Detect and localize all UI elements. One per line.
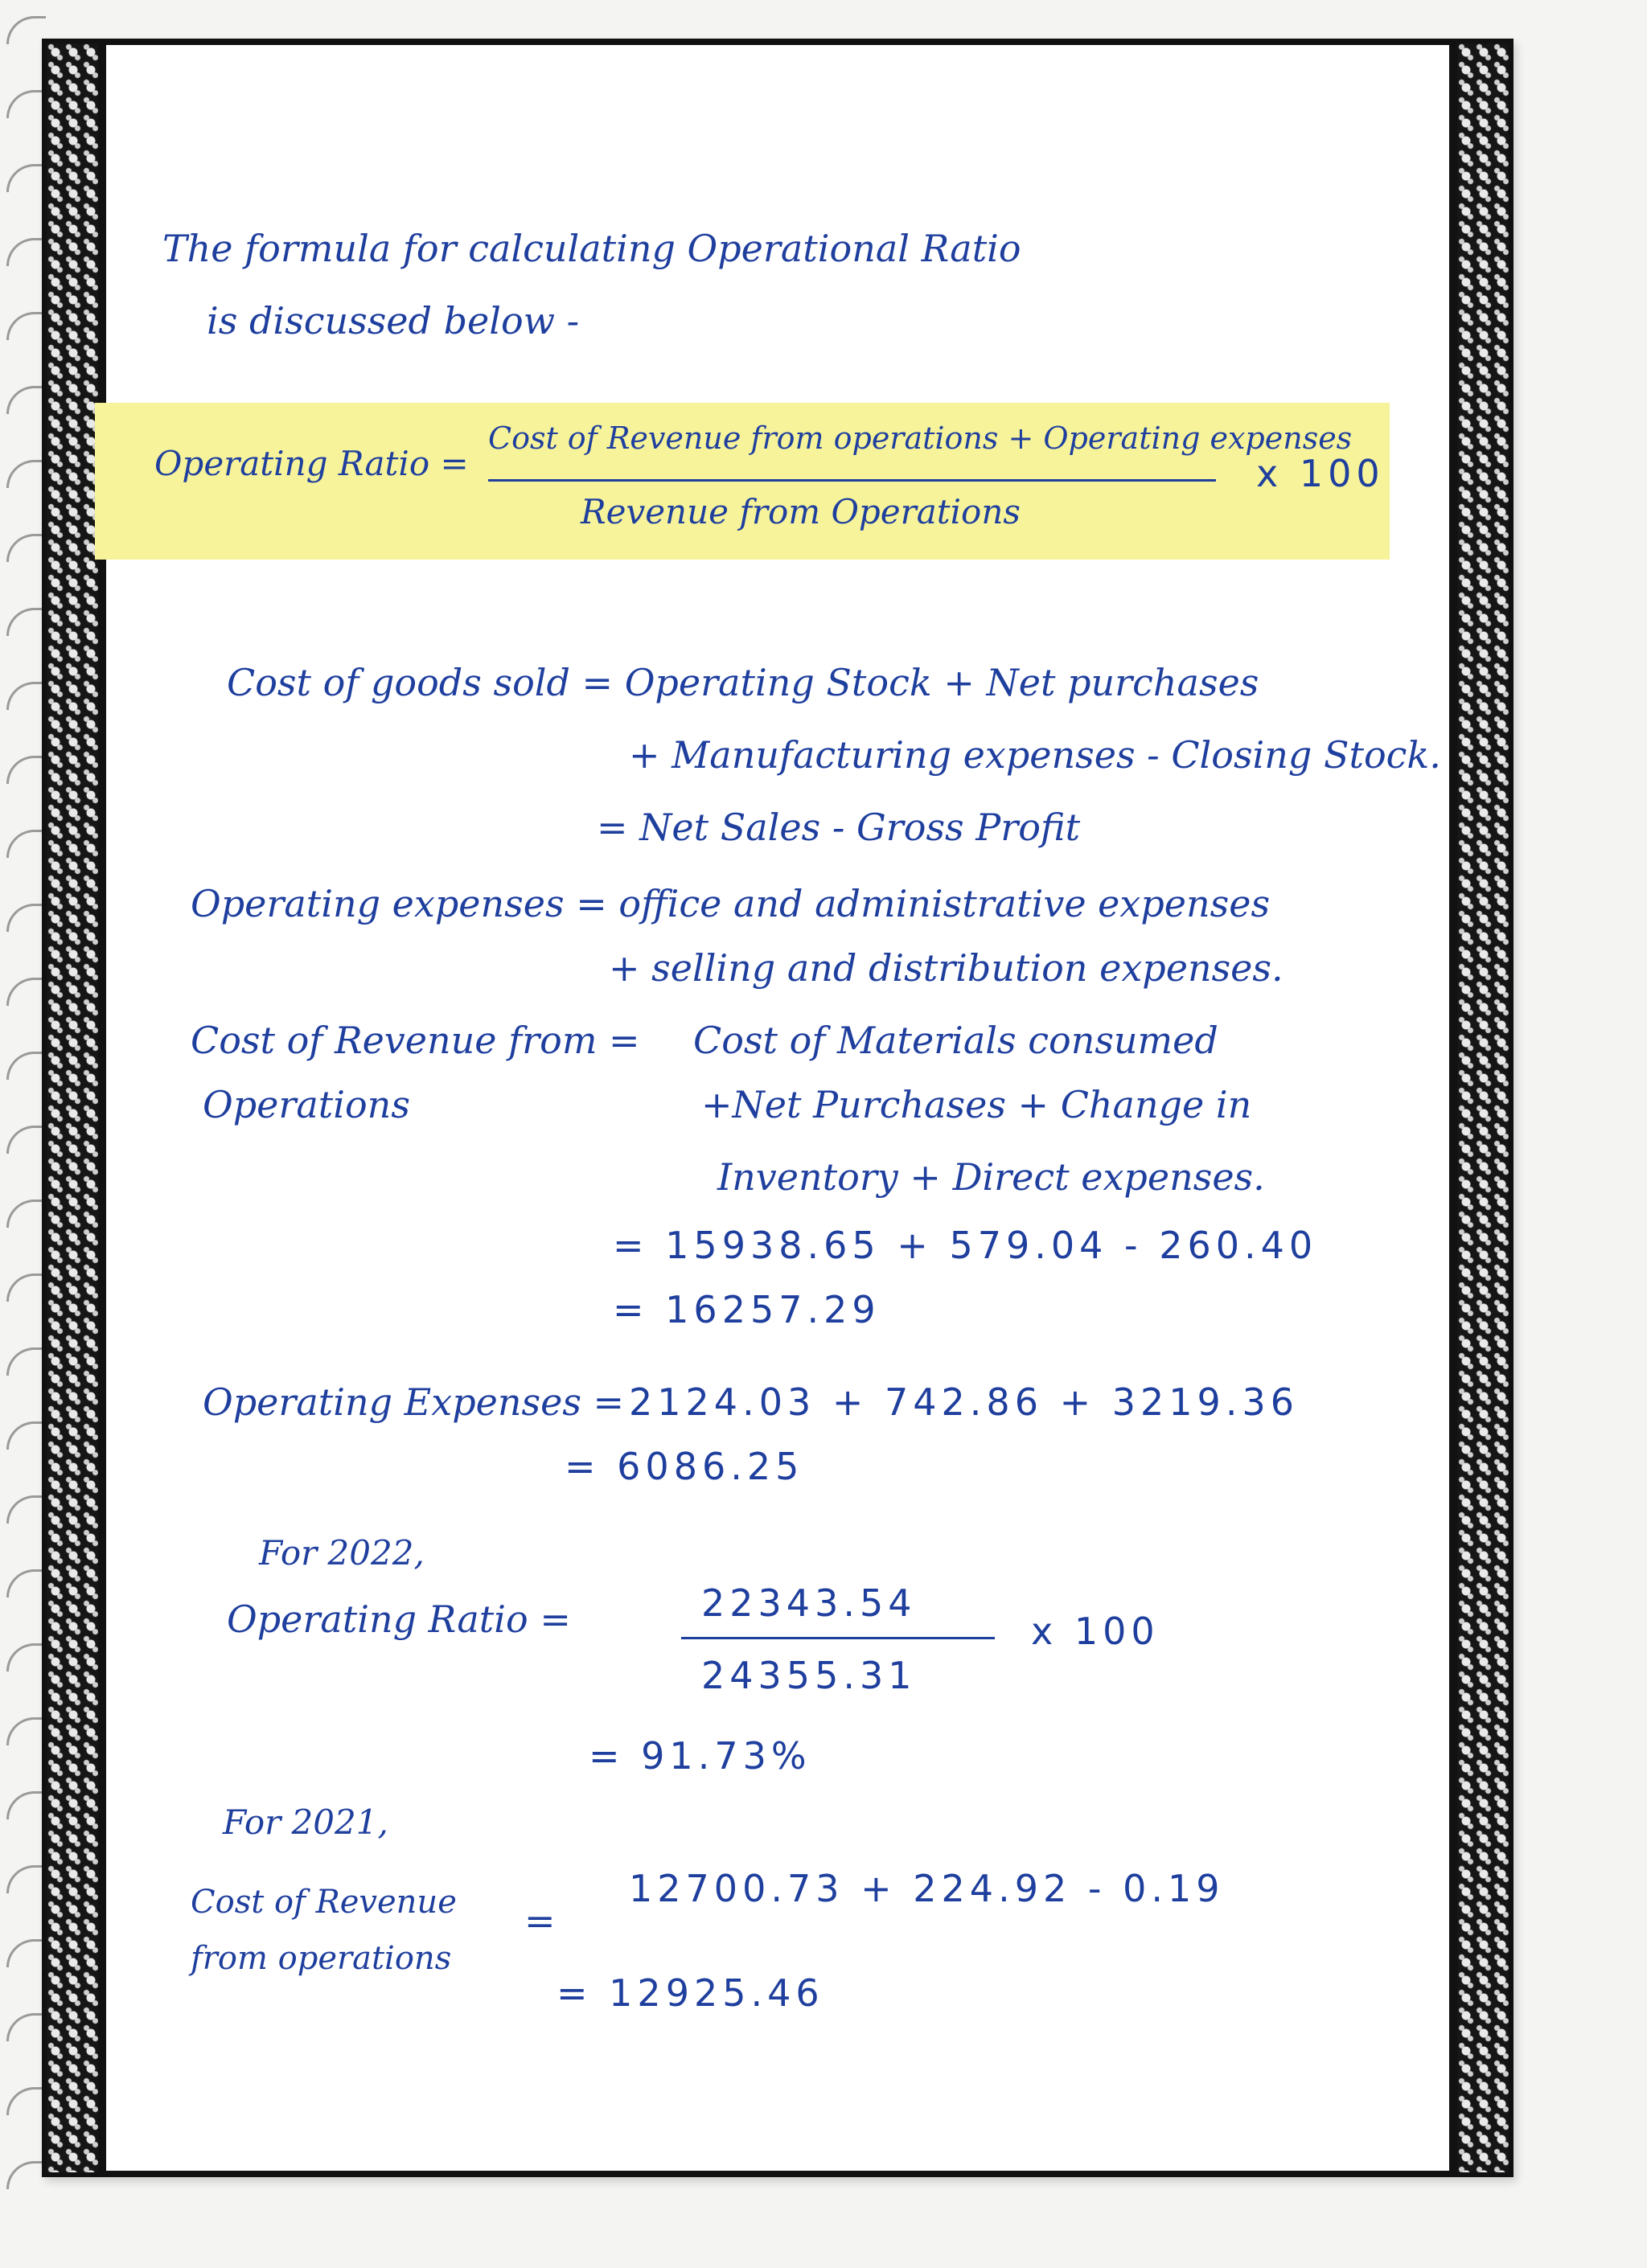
- corfo-calc-1: = 15938.65 + 579.04 - 260.40: [613, 1224, 1318, 1267]
- intro-line-2: is discussed below -: [207, 299, 580, 342]
- corfo-rhs-line-2: +Net Purchases + Change in: [701, 1083, 1252, 1126]
- opex-calc-line-1: 2124.03 + 742.86 + 3219.36: [629, 1380, 1299, 1424]
- spiral-ring: [6, 1495, 46, 1524]
- spiral-ring: [6, 386, 46, 414]
- notebook-page: [42, 39, 1514, 2177]
- opex-def-line-1: Operating expenses = office and administrative expenses: [191, 882, 1271, 925]
- spiral-ring: [6, 16, 46, 44]
- spiral-ring: [6, 1421, 46, 1450]
- y2021-heading: For 2021,: [223, 1803, 388, 1842]
- y2021-line-1: 12700.73 + 224.92 - 0.19: [629, 1867, 1225, 1910]
- y2021-label-line-2: from operations: [191, 1940, 452, 1977]
- y2022-heading: For 2022,: [259, 1533, 425, 1573]
- spiral-ring: [6, 312, 46, 340]
- opex-def-line-2: + selling and distribution expenses.: [609, 946, 1284, 990]
- opex-calc-label: Operating Expenses =: [203, 1380, 625, 1424]
- spiral-ring: [6, 608, 46, 636]
- spiral-ring: [6, 1126, 46, 1154]
- cogs-line-1: Cost of goods sold = Operating Stock + Net purchases: [227, 661, 1259, 704]
- corfo-rhs-line-1: Cost of Materials consumed: [693, 1019, 1218, 1062]
- formula-label: Operating Ratio =: [154, 444, 469, 483]
- spiral-ring: [6, 1200, 46, 1228]
- y2022-label: Operating Ratio =: [227, 1597, 571, 1641]
- y2022-denominator: 24355.31: [701, 1654, 917, 1697]
- formula-multiplier: x 100: [1256, 452, 1385, 495]
- spiral-ring: [6, 756, 46, 784]
- intro-line-1: The formula for calculating Operational Ratio: [162, 227, 1021, 270]
- cogs-line-2: + Manufacturing expenses - Closing Stock.: [629, 733, 1441, 777]
- opex-calc-line-2: = 6086.25: [565, 1445, 804, 1488]
- spiral-ring: [6, 164, 46, 192]
- spiral-ring: [6, 1791, 46, 1819]
- y2022-result: = 91.73%: [589, 1734, 811, 1778]
- spiral-ring: [6, 1939, 46, 1967]
- corfo-label-line-2: Operations: [203, 1083, 410, 1126]
- spiral-ring: [6, 1865, 46, 1893]
- spiral-ring: [6, 1347, 46, 1376]
- spiral-ring: [6, 1643, 46, 1671]
- spiral-ring: [6, 978, 46, 1006]
- spiral-ring: [6, 2161, 46, 2189]
- formula-denominator: Revenue from Operations: [581, 492, 1021, 531]
- corfo-calc-2: = 16257.29: [613, 1288, 881, 1331]
- spiral-ring: [6, 2087, 46, 2115]
- spiral-ring: [6, 460, 46, 488]
- spiral-ring: [6, 1569, 46, 1597]
- spiral-ring: [6, 1717, 46, 1745]
- spiral-binding: [0, 0, 48, 2268]
- spiral-ring: [6, 90, 46, 118]
- decorative-border-left: [47, 43, 98, 2172]
- y2021-label-line-1: Cost of Revenue: [191, 1884, 457, 1921]
- y2022-numerator: 22343.54: [701, 1581, 917, 1625]
- spiral-ring: [6, 2013, 46, 2041]
- decorative-border-right: [1457, 43, 1509, 2172]
- y2021-line-2: = 12925.46: [557, 1971, 824, 2015]
- formula-numerator: Cost of Revenue from operations + Operating expenses: [488, 420, 1353, 456]
- y2022-fraction-bar: [681, 1637, 995, 1639]
- spiral-ring: [6, 904, 46, 932]
- corfo-label-line-1: Cost of Revenue from =: [191, 1019, 640, 1062]
- page-content: [106, 45, 1449, 2171]
- spiral-ring: [6, 238, 46, 266]
- spiral-ring: [6, 1273, 46, 1302]
- formula-fraction-bar: [488, 479, 1216, 482]
- spiral-ring: [6, 682, 46, 710]
- cogs-line-3: = Net Sales - Gross Profit: [597, 806, 1081, 849]
- spiral-ring: [6, 830, 46, 858]
- y2021-equals: =: [524, 1899, 556, 1942]
- y2022-multiplier: x 100: [1031, 1610, 1160, 1653]
- corfo-rhs-line-3: Inventory + Direct expenses.: [717, 1155, 1265, 1199]
- spiral-ring: [6, 1052, 46, 1080]
- spiral-ring: [6, 534, 46, 562]
